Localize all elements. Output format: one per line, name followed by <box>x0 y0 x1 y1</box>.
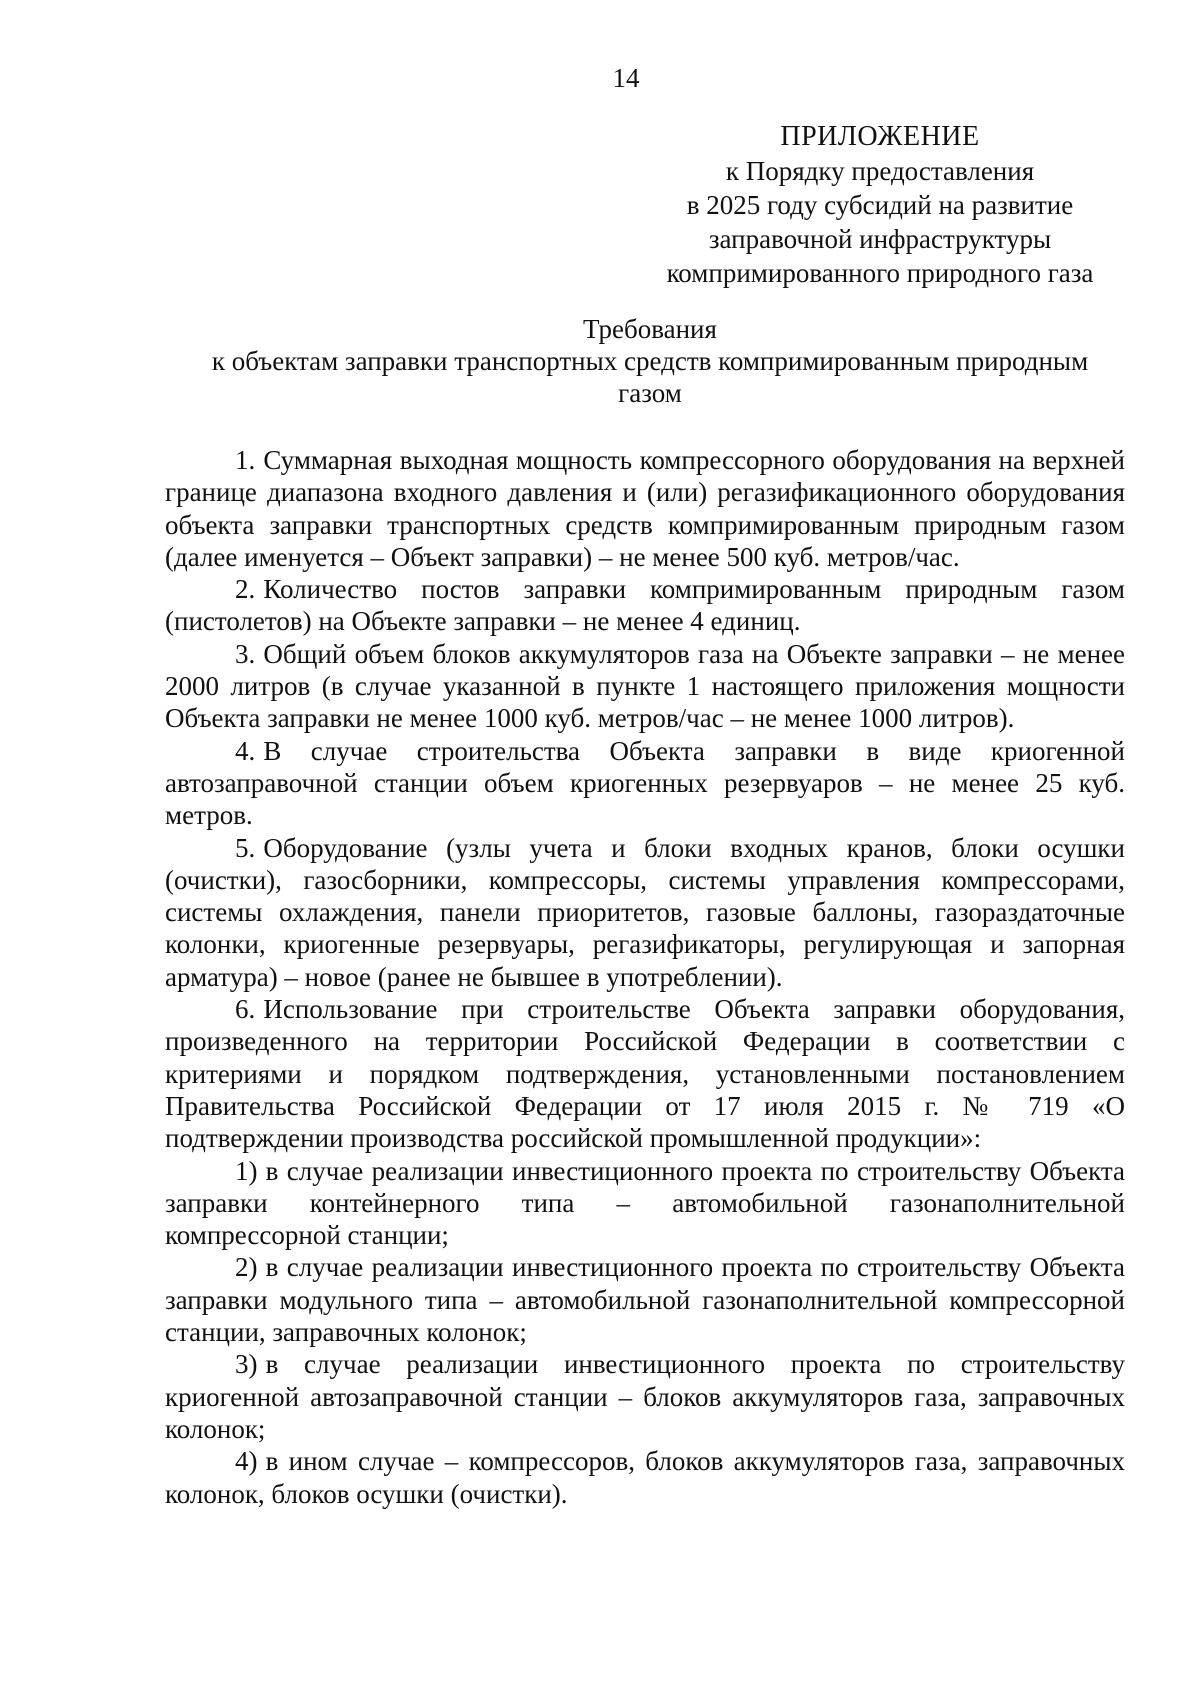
sub-paragraph-number: 3) <box>235 1349 258 1380</box>
sub-paragraph <box>165 1348 1125 1445</box>
sub-paragraph-text: в случае реализации инвестиционного проекта по строительству Объекта заправки контейнерного типа – автомобильной газонаполнительной компрессорной станции; <box>165 1155 1125 1251</box>
paragraph <box>165 638 1125 735</box>
paragraph <box>165 993 1125 1154</box>
paragraph-number: 1. <box>235 445 256 475</box>
appendix-line: заправочной инфраструктуры <box>708 224 1052 254</box>
page-number: 14 <box>612 63 640 93</box>
heading-line: газом <box>618 378 682 408</box>
sub-paragraph-number: 2) <box>235 1252 258 1283</box>
sub-paragraph <box>165 1155 1125 1252</box>
body-text <box>165 444 1125 1510</box>
paragraph <box>165 444 1125 573</box>
paragraph-text: В случае строительства Объекта заправки в виде криогенной автозаправочной станции объем криогенных резервуаров – не менее 25 куб. метров. <box>165 735 1125 831</box>
sub-paragraph-text: в случае реализации инвестиционного проекта по строительству криогенной автозаправочной станции – блоков аккумуляторов газа, заправочных колонок; <box>165 1349 1125 1444</box>
appendix-title: ПРИЛОЖЕНИЕ <box>780 121 980 152</box>
sub-paragraph-text: в случае реализации инвестиционного проекта по строительству Объекта заправки модульного типа – автомобильной газонаполнительной компрессорной станции, заправочных колонок; <box>165 1252 1125 1348</box>
appendix-line: компримированного природного газа <box>666 258 1094 288</box>
paragraph <box>165 573 1125 638</box>
paragraph <box>165 832 1125 993</box>
paragraph-number: 2. <box>235 574 256 605</box>
appendix-line: к Порядку предоставления <box>725 156 1035 186</box>
paragraph <box>165 735 1125 832</box>
paragraph-number: 4. <box>235 735 256 766</box>
paragraph-text: Оборудование (узлы учета и блоки входных кранов, блоки осушки (очистки), газосборники, компрессоры, системы управления компрессорами, системы охлаждения, панели приоритетов, газовые баллоны, газораздаточные колонки, криогенные резервуары, регазификаторы, регулирующая и запорная арматура) – новое (ранее не бывшее в употреблении). <box>165 832 1125 992</box>
requirements-heading <box>160 313 1140 409</box>
appendix-block <box>640 120 1120 290</box>
paragraph-number: 5. <box>235 832 256 863</box>
paragraph-number: 3. <box>235 638 256 669</box>
appendix-line: в 2025 году субсидий на развитие <box>686 190 1074 220</box>
heading-title: Требования <box>583 314 717 344</box>
sub-paragraph-text: в ином случае – компрессоров, блоков аккумуляторов газа, заправочных колонок, блоков осушки (очистки). <box>165 1446 1125 1509</box>
sub-paragraph-number: 1) <box>235 1155 258 1186</box>
sub-paragraph-number: 4) <box>235 1446 258 1477</box>
paragraph-number: 6. <box>235 994 256 1025</box>
paragraph-text: Общий объем блоков аккумуляторов газа на Объекте заправки – не менее 2000 литров (в случае указанной в пункте 1 настоящего приложения мощности Объекта заправки не менее 1000 куб. метров/час – не менее 1000 литров). <box>165 638 1125 734</box>
heading-line: к объектам заправки транспортных средств компримированным природным <box>211 346 1089 376</box>
sub-paragraph <box>165 1251 1125 1348</box>
sub-paragraph <box>165 1445 1125 1510</box>
paragraph-text: Количество постов заправки компримированным природным газом (пистолетов) на Объекте заправки – не менее 4 единиц. <box>165 574 1125 637</box>
paragraph-text: Использование при строительстве Объекта заправки оборудования, произведенного на территории Российской Федерации в соответствии с критериями и порядком подтверждения, установленными постановлением Правительства Российской Федерации от 17 июля 2015 г. № 719 «О подтверждении производства российской промышленной продукции»: <box>165 994 1125 1154</box>
paragraph-text: Суммарная выходная мощность компрессорного оборудования на верхней границе диапазона входного давления и (или) регазификационного оборудования объекта заправки транспортных средств компримированным природным газом (далее именуется – Объект заправки) – не менее 500 куб. метров/час. <box>165 445 1125 572</box>
